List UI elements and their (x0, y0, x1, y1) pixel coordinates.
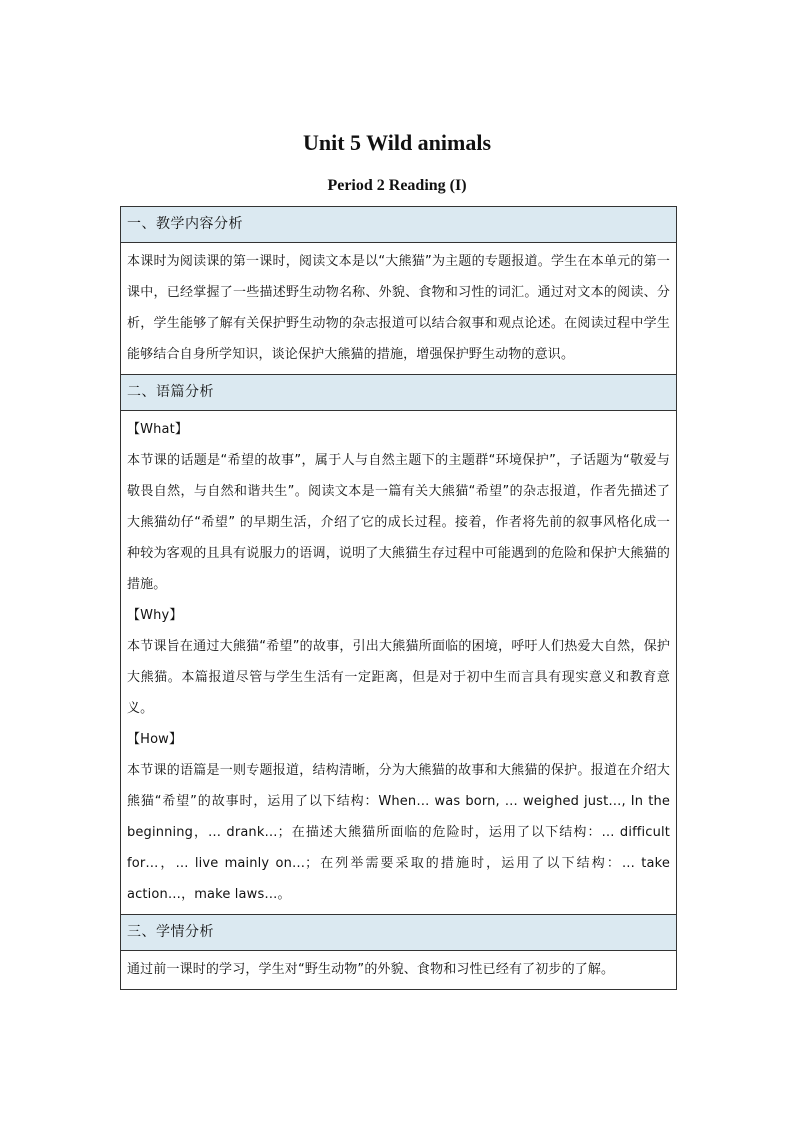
section-body-discourse-analysis (121, 411, 676, 915)
lesson-plan-table (120, 206, 677, 990)
section-body-content-analysis (121, 243, 676, 375)
how-text: 本节课的语篇是一则专题报道，结构清晰，分为大熊猫的故事和大熊猫的保护。报道在介绍大熊猫“希望”的故事时，运用了以下结构：When… was born, … weighed just…, In the beginning，… drank…；在描述大熊猫所面临的危险时，运用了以下结构：… difficult for…，… live mainly on…；在列举需要采取的措施时，运用了以下结构：… take action…，make laws…。 (127, 763, 670, 902)
document-subtitle: Period 2 Reading (I) (327, 177, 467, 194)
how-label: 【How】 (127, 732, 183, 747)
content-analysis-text: 本课时为阅读课的第一课时，阅读文本是以“大熊猫”为主题的专题报道。学生在本单元的第一课中，已经掌握了一些描述野生动物名称、外貌、食物和习性的词汇。通过对文本的阅读、分析，学生能够了解有关保护野生动物的杂志报道可以结合叙事和观点论述。在阅读过程中学生能够结合自身所学知识，谈论保护大熊猫的措施，增强保护野生动物的意识。 (127, 254, 670, 362)
what-label: 【What】 (127, 422, 189, 437)
section-body-student-analysis (121, 951, 676, 989)
section-heading-content-analysis: 一、教学内容分析 (121, 207, 676, 243)
section-heading-student-analysis: 三、学情分析 (121, 915, 676, 951)
section-heading-discourse-analysis: 二、语篇分析 (121, 375, 676, 411)
what-text: 本节课的话题是“希望的故事”，属于人与自然主题下的主题群“环境保护”，子话题为“敬爱与敬畏自然，与自然和谐共生”。阅读文本是一篇有关大熊猫“希望”的杂志报道，作者先描述了大熊猫幼仔“希望” 的早期生活，介绍了它的成长过程。接着，作者将先前的叙事风格化成一种较为客观的且具有说服力的语调，说明了大熊猫生存过程中可能遇到的危险和保护大熊猫的措施。 (127, 453, 670, 592)
student-analysis-text: 通过前一课时的学习，学生对“野生动物”的外貌、食物和习性已经有了初步的了解。 (127, 962, 615, 977)
why-text: 本节课旨在通过大熊猫“希望”的故事，引出大熊猫所面临的困境，呼吁人们热爱大自然，保护大熊猫。本篇报道尽管与学生生活有一定距离，但是对于初中生而言具有现实意义和教育意义。 (127, 639, 670, 716)
why-label: 【Why】 (127, 608, 183, 623)
document-title: Unit 5 Wild animals (302, 130, 492, 155)
